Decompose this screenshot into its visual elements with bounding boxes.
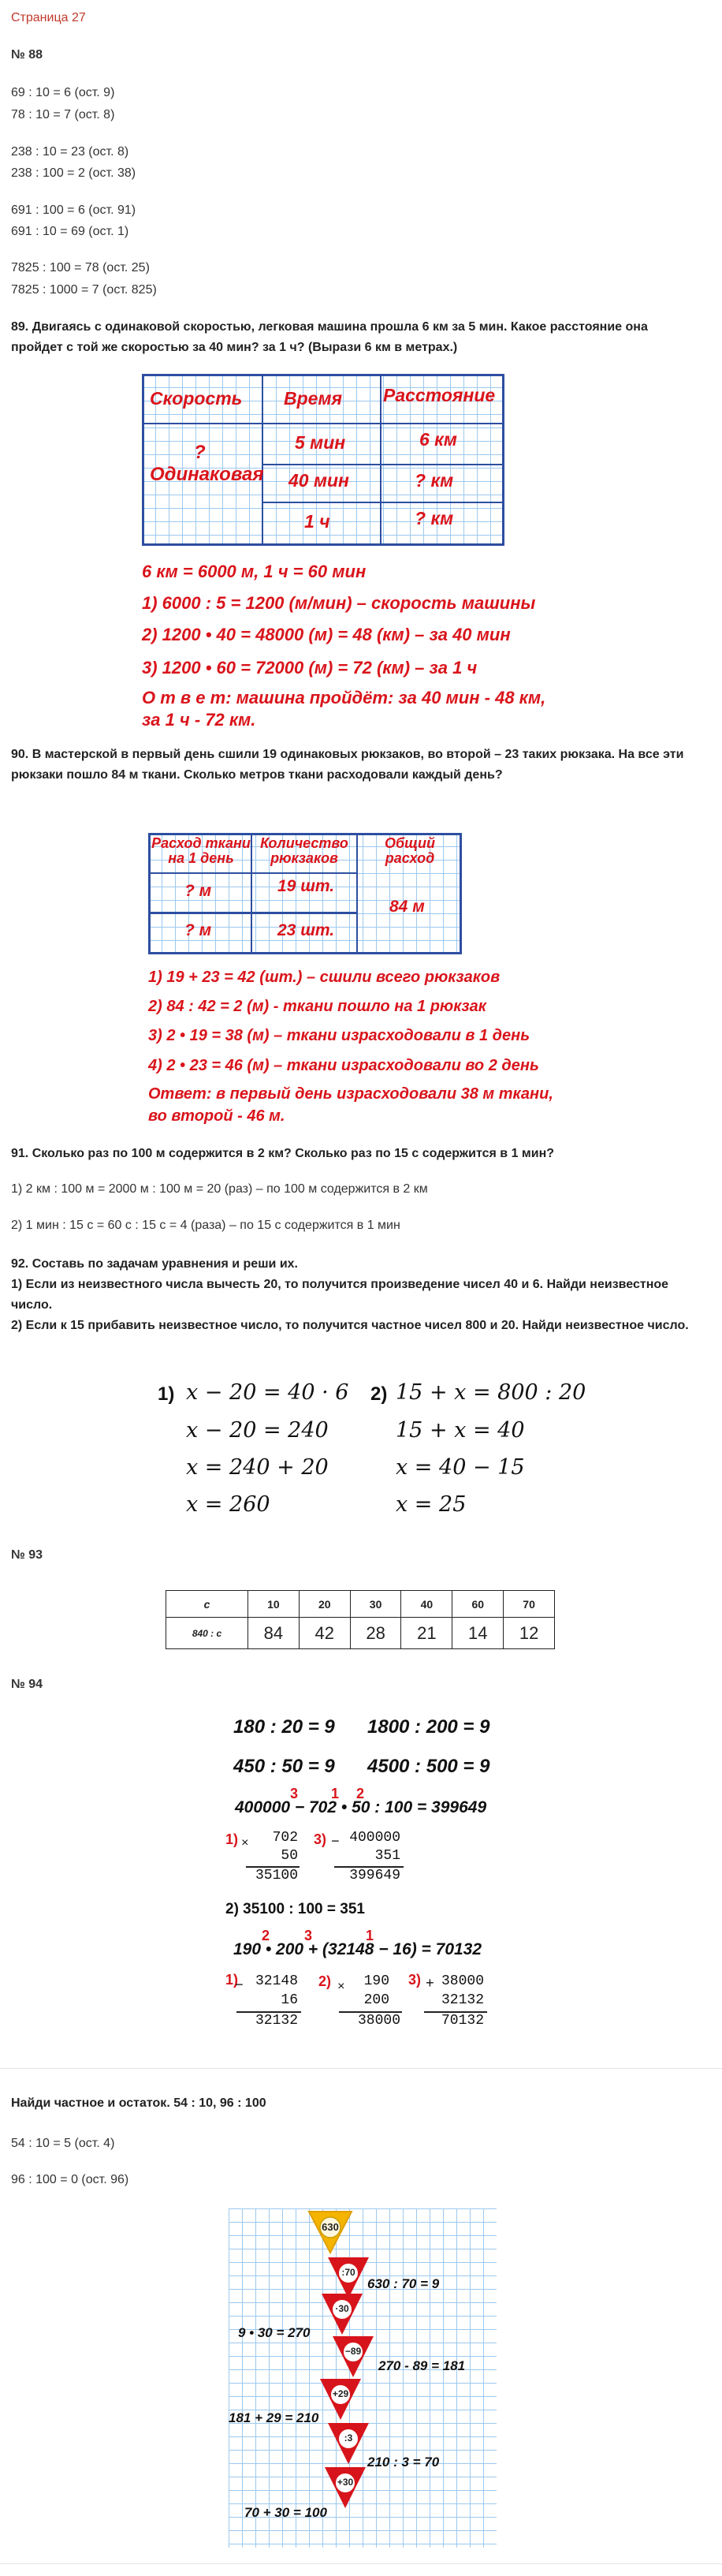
header-distance: Расстояние <box>383 385 496 405</box>
header-time: Время <box>284 388 343 409</box>
speed-unknown: ? <box>194 442 206 463</box>
column-number: 200 <box>363 1992 389 2008</box>
solution-90-line: 1) 19 + 23 = 42 (шт.) – сшили всего рюкзаков <box>148 969 501 986</box>
table-cell: 84 <box>248 1618 300 1649</box>
speed-same: Одинаковая <box>150 464 264 485</box>
time-cell: 1 ч <box>304 511 330 532</box>
column-result: 70132 <box>441 2013 484 2029</box>
rate-cell: ? м <box>184 882 212 900</box>
task-last: Найди частное и остаток. 54 : 10, 96 : 100 <box>11 2096 266 2110</box>
eq1-line: x − 20 = 240 <box>186 1418 329 1443</box>
table-cell: 70 <box>504 1591 555 1618</box>
chain-op: +30 <box>337 2477 354 2488</box>
eq1-label: 1) <box>158 1383 175 1405</box>
solution-90-line: 3) 2 • 19 = 38 (м) – ткани израсходовали в 1 день <box>148 1027 530 1044</box>
solution-89-line: 3) 1200 • 60 = 72000 (м) = 72 (км) – за 1 ч <box>142 658 478 678</box>
solution-90-line: 4) 2 • 23 = 46 (м) – ткани израсходовали во 2 день <box>148 1057 539 1074</box>
order-mark: 1 <box>366 1928 374 1943</box>
chain-note: 9 • 30 = 270 <box>238 2325 311 2340</box>
chain-note: 210 : 3 = 70 <box>367 2455 440 2470</box>
answer-90: Ответ: в первый день израсходовали 38 м ткани, <box>148 1085 553 1103</box>
fabric-table <box>148 833 462 954</box>
rate-cell: ? м <box>184 921 212 939</box>
step-label: 3) <box>408 1972 422 1988</box>
order-mark: 1 <box>331 1786 340 1801</box>
red-triangle-icon <box>320 2292 364 2336</box>
table-cell: 42 <box>299 1618 350 1649</box>
n88-line: 7825 : 100 = 78 (ост. 25) <box>11 261 150 274</box>
table-cell: 30 <box>350 1591 401 1618</box>
task-92: 92. Составь по задачам уравнения и реши их. <box>11 1257 298 1271</box>
red-triangle-icon <box>323 2466 367 2510</box>
table-cell: 12 <box>504 1618 555 1649</box>
expression: 400000 − 702 • 50 : 100 = 399649 <box>235 1798 487 1816</box>
chain-op: +29 <box>332 2388 349 2399</box>
eq1-line: x = 260 <box>186 1492 270 1517</box>
operation-sign: − <box>235 1978 244 1994</box>
distance-cell: ? км <box>415 470 454 491</box>
solution-90-line: 2) 84 : 42 = 2 (м) - ткани пошло на 1 рюкзак <box>148 998 486 1015</box>
order-mark: 3 <box>304 1928 313 1943</box>
table-cell: 28 <box>350 1618 401 1649</box>
task-89: 89. Двигаясь с одинаковой скоростью, легковая машина прошла 6 км за 5 мин. Какое расстояние она пройдет с той же скоростью за 40 мин? за 1 ч? (Вырази 6 км в метрах.) <box>11 320 648 354</box>
section-93-title: № 93 <box>11 1548 43 1562</box>
column-result: 399649 <box>349 1868 400 1883</box>
answer-89-cont: за 1 ч - 72 км. <box>142 710 256 730</box>
n88-line: 78 : 10 = 7 (ост. 8) <box>11 108 115 121</box>
step-label: 1) <box>225 1972 239 1988</box>
header-count: Количество рюкзаков <box>260 835 348 866</box>
task-92-part1: 1) Если из неизвестного числа вычесть 20, то получится произведение чисел 40 и 6. Найди неизвестное число. <box>11 1278 669 1312</box>
column-number: 351 <box>374 1848 400 1864</box>
n91-line: 2) 1 мин : 15 с = 60 с : 15 с = 4 (раза) – по 15 с содержится в 1 мин <box>11 1219 400 1232</box>
section-divider <box>0 2068 722 2069</box>
task-91: 91. Сколько раз по 100 м содержится в 2 км? Сколько раз по 15 с содержится в 1 мин? <box>11 1147 555 1160</box>
order-mark: 2 <box>262 1928 270 1943</box>
time-cell: 5 мин <box>295 432 346 453</box>
table-cell: 840 : c <box>166 1618 248 1649</box>
count-cell: 19 шт. <box>277 877 335 895</box>
count-cell: 23 шт. <box>277 921 335 939</box>
table-cell: 21 <box>401 1618 452 1649</box>
chain-note: 181 + 29 = 210 <box>229 2410 319 2425</box>
table-cell: c <box>166 1591 248 1618</box>
last-line: 96 : 100 = 0 (ост. 96) <box>11 2173 129 2186</box>
answer-89: О т в е т: машина пройдёт: за 40 мин - 48 км, <box>142 688 546 707</box>
table-cell: 10 <box>248 1591 300 1618</box>
order-mark: 3 <box>290 1786 299 1801</box>
column-number: 38000 <box>441 1973 484 1989</box>
header-total: Общий расход <box>385 835 435 866</box>
distance-cell: ? км <box>415 508 454 528</box>
n88-line: 691 : 100 = 6 (ост. 91) <box>11 203 136 217</box>
chain-note: 70 + 30 = 100 <box>244 2505 327 2520</box>
chain-start: 630 <box>322 2221 339 2233</box>
eq1-line: x = 240 + 20 <box>186 1455 329 1480</box>
section-88-title: № 88 <box>11 48 43 62</box>
chain-op: :3 <box>344 2432 353 2443</box>
n88-line: 238 : 100 = 2 (ост. 38) <box>11 166 136 180</box>
red-triangle-icon <box>326 2421 370 2466</box>
column-result: 35100 <box>255 1868 298 1883</box>
column-number: 32148 <box>255 1973 298 1989</box>
order-mark: 2 <box>356 1786 365 1801</box>
eq1-line: x − 20 = 40 · 6 <box>186 1380 349 1405</box>
column-number: 50 <box>281 1848 298 1864</box>
column-number: 16 <box>281 1992 298 2008</box>
red-triangle-icon <box>318 2377 363 2421</box>
division-step: 2) 35100 : 100 = 351 <box>225 1901 365 1917</box>
page-link[interactable]: Страница 27 <box>11 11 86 24</box>
chain-op: :70 <box>341 2267 355 2278</box>
expression: 190 • 200 + (32148 − 16) = 70132 <box>233 1940 482 1958</box>
chain-op: ·30 <box>335 2303 349 2314</box>
answer-90-cont: во второй - 46 м. <box>148 1107 285 1125</box>
equation: 180 : 20 = 9 <box>233 1716 335 1738</box>
eq2-line: 15 + x = 40 <box>396 1418 525 1443</box>
time-cell: 40 мин <box>288 470 349 491</box>
eq2-line: x = 25 <box>396 1492 467 1517</box>
n88-line: 691 : 10 = 69 (ост. 1) <box>11 225 129 238</box>
chain-note: 270 - 89 = 181 <box>378 2358 466 2373</box>
table-cell: 20 <box>299 1591 350 1618</box>
equation: 450 : 50 = 9 <box>233 1756 335 1777</box>
table-cell: 60 <box>452 1591 504 1618</box>
solution-89-line: 2) 1200 • 40 = 48000 (м) = 48 (км) – за 40 мин <box>142 625 511 644</box>
solution-89-line: 1) 6000 : 5 = 1200 (м/мин) – скорость машины <box>142 593 536 613</box>
operation-sign: − <box>331 1835 340 1850</box>
step-label: 2) <box>318 1973 332 1989</box>
task-92-part2: 2) Если к 15 прибавить неизвестное число, то получится частное чисел 800 и 20. Найди неизвестное число. <box>11 1319 689 1332</box>
speed-table <box>142 374 504 546</box>
distance-cell: 6 км <box>419 429 457 450</box>
step-label: 1) <box>225 1831 239 1847</box>
n88-line: 7825 : 1000 = 7 (ост. 825) <box>11 283 157 297</box>
column-result: 32132 <box>255 2013 298 2029</box>
table-cell: 14 <box>452 1618 504 1649</box>
n91-line: 1) 2 км : 100 м = 2000 м : 100 м = 20 (раз) – по 100 м содержится в 2 км <box>11 1182 428 1196</box>
value-table <box>166 1590 555 1649</box>
column-result: 38000 <box>357 2013 400 2029</box>
n88-line: 69 : 10 = 6 (ост. 9) <box>11 86 115 99</box>
column-number: 32132 <box>441 1992 484 2008</box>
solution-89-line: 6 км = 6000 м, 1 ч = 60 мин <box>142 562 367 581</box>
operation-sign: + <box>426 1977 434 1992</box>
column-number: 400000 <box>349 1830 400 1846</box>
operation-chain-grid <box>229 2208 497 2548</box>
section-94-title: № 94 <box>11 1678 43 1691</box>
column-number: 190 <box>363 1973 389 1989</box>
operation-sign: × <box>241 1836 249 1850</box>
equation: 1800 : 200 = 9 <box>367 1716 490 1738</box>
section-divider <box>0 2563 722 2564</box>
equation: 4500 : 500 = 9 <box>367 1756 490 1777</box>
eq2-label: 2) <box>370 1383 388 1405</box>
total-cell: 84 м <box>389 898 425 916</box>
chain-op: −89 <box>344 2346 362 2357</box>
header-rate: Расход ткани на 1 день <box>151 835 251 866</box>
header-speed: Скорость <box>150 388 243 409</box>
table-cell: 40 <box>401 1591 452 1618</box>
task-90: 90. В мастерской в первый день сшили 19 одинаковых рюкзаков, во второй – 23 таких рюкзака. На все эти рюкзаки пошло 84 м ткани. Сколько метров ткани расходовали каждый день? <box>11 748 684 782</box>
eq2-line: 15 + x = 800 : 20 <box>396 1380 586 1405</box>
n88-line: 238 : 10 = 23 (ост. 8) <box>11 145 129 159</box>
column-number: 702 <box>272 1830 298 1846</box>
step-label: 3) <box>314 1831 327 1847</box>
eq2-line: x = 40 − 15 <box>396 1455 525 1480</box>
chain-note: 630 : 70 = 9 <box>367 2276 440 2291</box>
last-line: 54 : 10 = 5 (ост. 4) <box>11 2137 115 2150</box>
red-triangle-icon <box>331 2335 375 2379</box>
operation-sign: × <box>337 1980 345 1994</box>
